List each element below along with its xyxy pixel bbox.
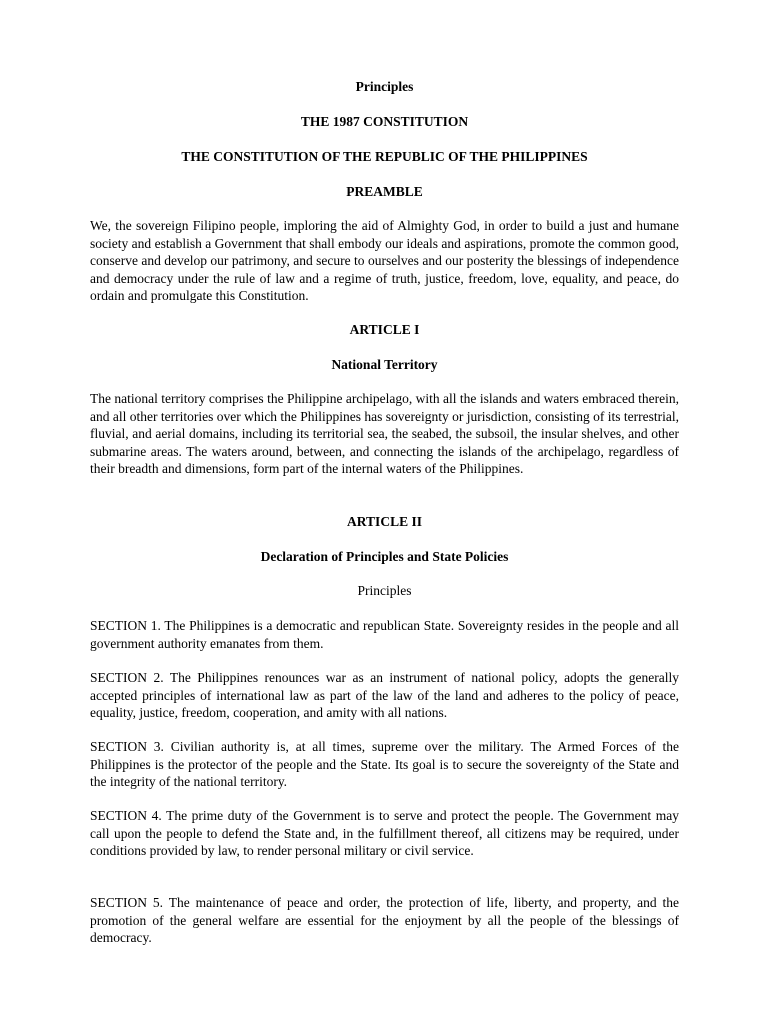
- article-1-heading: ARTICLE I: [349, 322, 420, 337]
- article-2-heading: ARTICLE II: [347, 514, 422, 529]
- preamble-heading: PREAMBLE: [346, 184, 423, 199]
- full-title: THE CONSTITUTION OF THE REPUBLIC OF THE PHILIPPINES: [181, 149, 588, 164]
- constitution-title: THE 1987 CONSTITUTION: [300, 114, 469, 129]
- section-3: SECTION 3. Civilian authority is, at all times, supreme over the military. The Armed Forces of the Philippines is the protector of the people and the State. Its goal is to secure the sovereignty of the State and the integrity of the national territory.: [90, 739, 679, 790]
- preamble-text: We, the sovereign Filipino people, imploring the aid of Almighty God, in order to build a just and humane society and establish a Government that shall embody our ideals and aspirations, promote the common good, conserve and develop our patrimony, and secure to ourselves and our posterity the blessings of independence and democracy under the rule of law and a regime of truth, justice, freedom, love, equality, and peace, do ordain and promulgate this Constitution.: [90, 218, 679, 304]
- section-5: SECTION 5. The maintenance of peace and order, the protection of life, liberty, and property, and the promotion of the general welfare are essential for the enjoyment by all the people of the blessings of democracy.: [90, 895, 679, 946]
- article-2-subheading: Declaration of Principles and State Policies: [260, 549, 509, 564]
- article-1-subheading: National Territory: [331, 357, 438, 372]
- article-2-section-label: Principles: [357, 583, 412, 598]
- top-label: Principles: [355, 79, 414, 94]
- section-2: SECTION 2. The Philippines renounces war as an instrument of national policy, adopts the generally accepted principles of international law as part of the law of the land and adheres to the policy of peace, equality, justice, freedom, cooperation, and amity with all nations.: [90, 670, 679, 721]
- section-4: SECTION 4. The prime duty of the Government is to serve and protect the people. The Government may call upon the people to defend the State and, in the fulfillment thereof, all citizens may be required, under conditions provided by law, to render personal military or civil service.: [90, 808, 679, 859]
- article-1-text: The national territory comprises the Philippine archipelago, with all the islands and waters embraced therein, and all other territories over which the Philippines has sovereignty or jurisdiction, consisting of its terrestrial, fluvial, and aerial domains, including its territorial sea, the seabed, the subsoil, the insular shelves, and other submarine areas. The waters around, between, and connecting the islands of the archipelago, regardless of their breadth and dimensions, form part of the internal waters of the Philippines.: [90, 391, 679, 477]
- document-page: [90, 0, 679, 1024]
- section-1: SECTION 1. The Philippines is a democratic and republican State. Sovereignty resides in the people and all government authority emanates from them.: [90, 618, 679, 651]
